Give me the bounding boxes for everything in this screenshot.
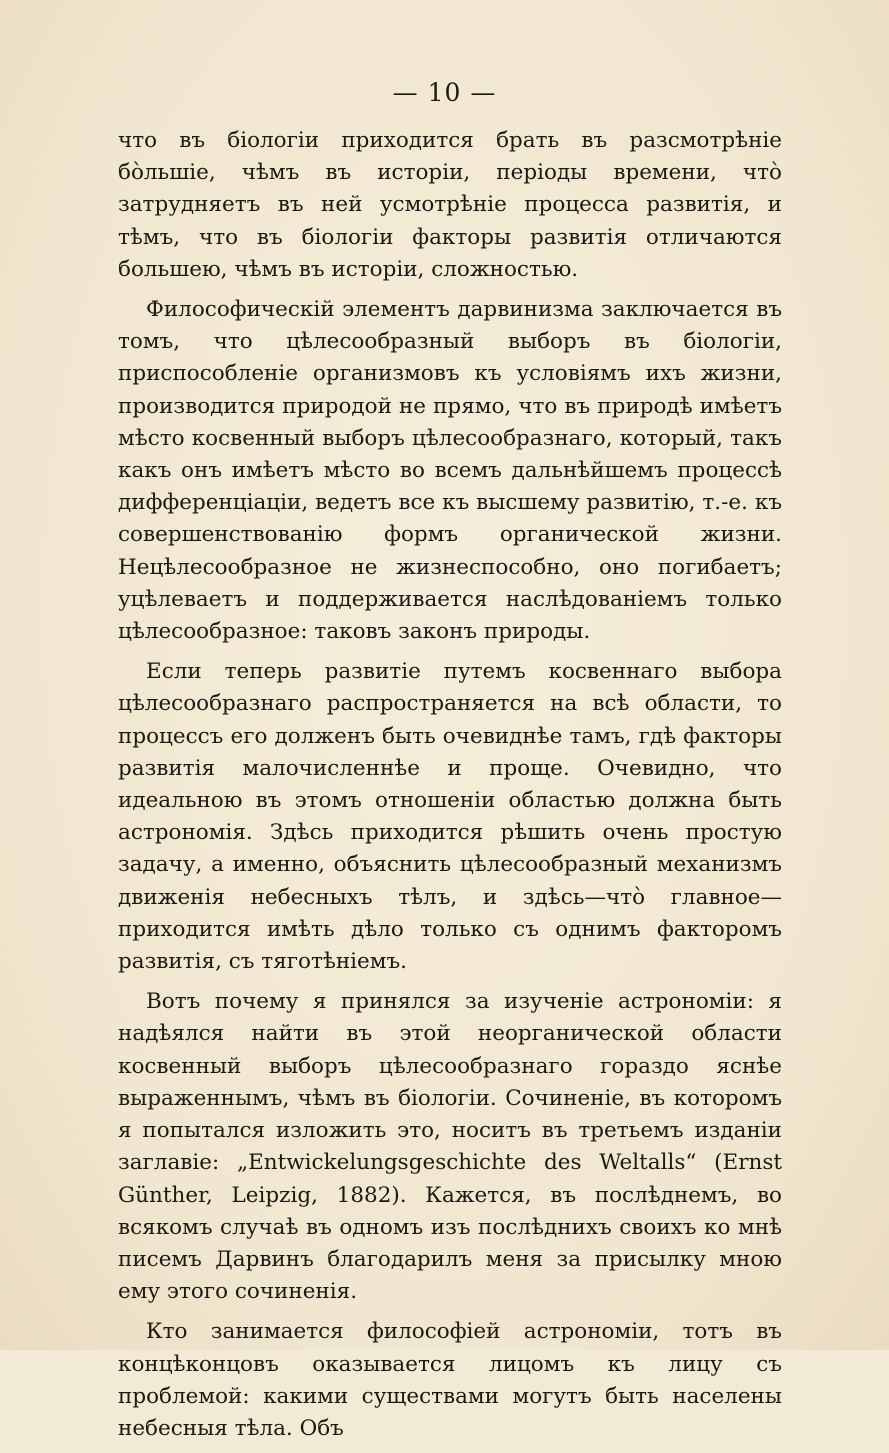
paragraph-2: Философическій элементъ дарвинизма заключается въ томъ, что цѣлесообразный выборъ въ біологіи, приспособленіе организмовъ къ условіямъ ихъ жизни, производится природой не прямо, что въ природѣ имѣетъ мѣсто косвенный выборъ цѣлесообразнаго, который, такъ какъ онъ имѣетъ мѣсто во всемъ дальнѣйшемъ процессѣ дифференціаціи, ведетъ все къ высшему развитію, т.-е. къ совершенствованію формъ органической жизни. Нецѣлесообразное не жизнеспособно, оно погибаетъ; уцѣлеваетъ и поддерживается наслѣдованіемъ только цѣлесообразное: таковъ законъ природы. [118, 297, 782, 645]
paragraph-1: что въ біологіи приходится брать въ разсмотрѣніе бо̀льшіе, чѣмъ въ исторіи, періоды времени, что̀ затрудняетъ въ ней усмотрѣніе процесса развитія, и тѣмъ, что въ біологіи факторы развитія отличаются большею, чѣмъ въ исторіи, сложностью. [118, 128, 782, 282]
paragraph-5: Кто занимается философіей астрономіи, тотъ въ концѣконцовъ оказывается лицомъ къ лицу съ проблемой: какими существами могутъ быть населены небесныя тѣла. Объ [118, 1319, 782, 1441]
paragraph-3: Если теперь развитіе путемъ косвеннаго выбора цѣлесообразнаго распространяется на всѣ области, то процессъ его долженъ быть очевиднѣе тамъ, гдѣ факторы развитія малочисленнѣе и проще. Очевидно, что идеальною въ этомъ отношеніи областью должна быть астрономія. Здѣсь приходится рѣшить очень простую задачу, а именно, объяснить цѣлесообразный механизмъ движенія небесныхъ тѣлъ, и здѣсь—что̀ главное—приходится имѣть дѣло только съ однимъ факторомъ развитія, съ тяготѣніемъ. [118, 659, 782, 975]
page-body [118, 125, 782, 1453]
paragraph-4: Вотъ почему я принялся за изученіе астрономіи: я надѣялся найти въ этой неорганической области косвенный выборъ цѣлесообразнаго гораздо яснѣе выраженнымъ, чѣмъ въ біологіи. Сочиненіе, въ которомъ я попытался изложить это, носитъ въ третьемъ изданіи заглавіе: „Entwickelungsgeschichte des Weltalls“ (Ernst Günther, Leipzig, 1882). Кажется, въ послѣднемъ, во всякомъ случаѣ въ одномъ изъ послѣднихъ своихъ ко мнѣ писемъ Дарвинъ благодарилъ меня за присылку мною ему этого сочиненія. [118, 989, 782, 1305]
page-number: — 10 — [392, 78, 497, 107]
